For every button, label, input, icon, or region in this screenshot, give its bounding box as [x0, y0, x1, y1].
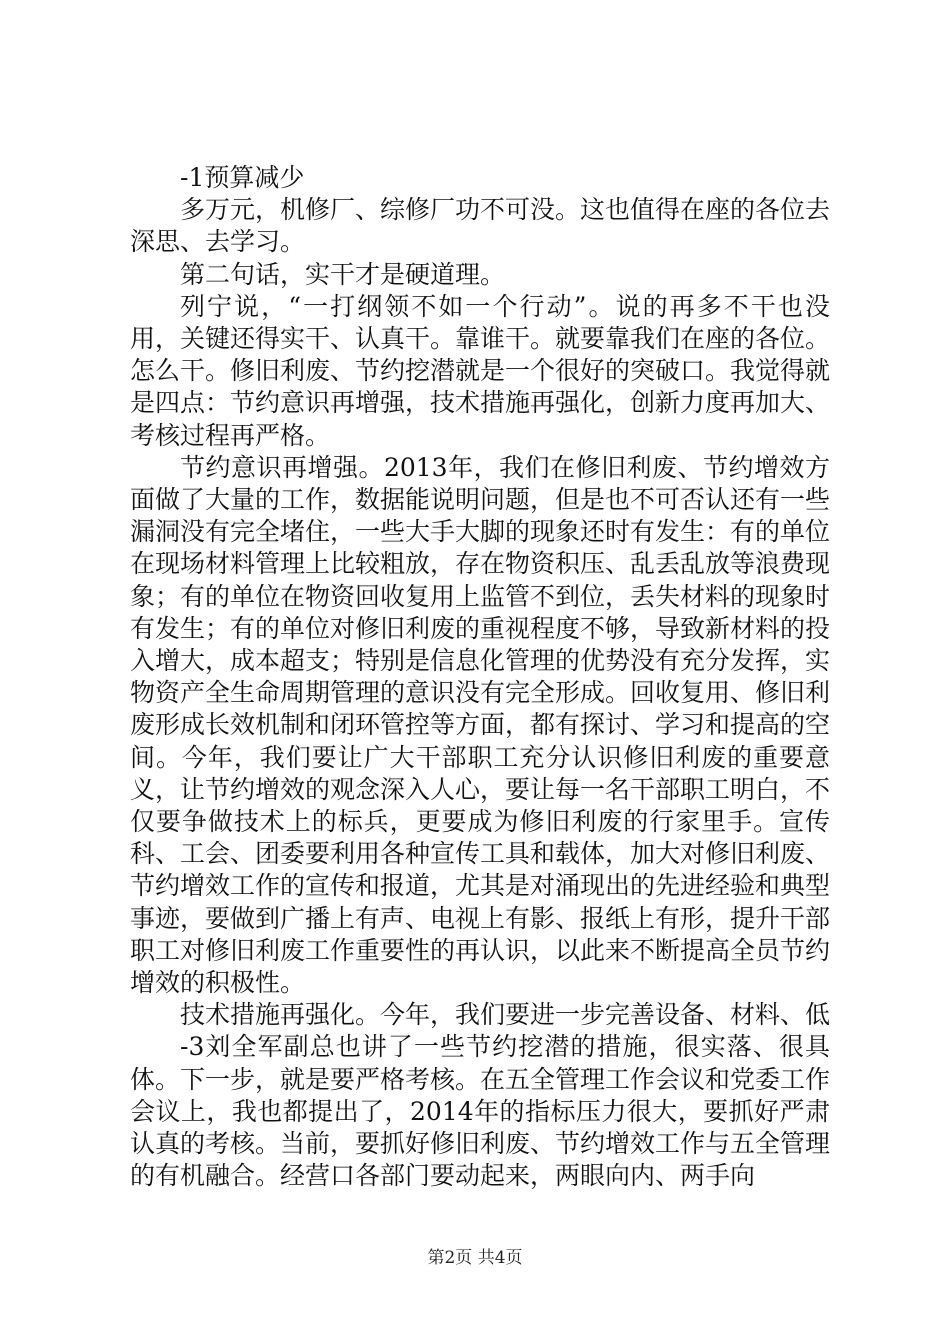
paragraph-budget-heading: -1预算减少	[180, 163, 305, 192]
paragraph-assessment: -3刘全军副总也讲了一些节约挖潜的措施，很实落、很具体。下一步，就是要严格考核。在五全管理工作会议和党委工作会议上，我也都提出了，2014年的指标压力很大，要抓好严肃认真的考核。当前，要抓好修旧利废、节约增效工作与五全管理的有机融合。经营口各部门要动起来，两眼向内、两手向	[130, 1032, 831, 1191]
paragraph-savings: 多万元，机修厂、综修厂功不可没。这也值得在座的各位去深思、去学习。	[130, 195, 831, 257]
paragraph-saving-awareness: 节约意识再增强。2013年，我们在修旧利废、节约增效方面做了大量的工作，数据能说明问题，但是也不可否认还有一些漏洞没有完全堵住，一些大手大脚的现象还时有发生：有的单位在现场材料管理上比较粗放，存在物资积压、乱丢乱放等浪费现象；有的单位在物资回收复用上监管不到位，丢失材料的现象时有发生；有的单位对修旧利废的重视程度不够，导致新材料的投入增大，成本超支；特别是信息化管理的优势没有充分发挥，实物资产全生命周期管理的意识没有完全形成。回收复用、修旧利废形成长效机制和闭环管控等方面，都有探讨、学习和提高的空间。今年，我们要让广大干部职工充分认识修旧利废的重要意义，让节约增效的观念深入人心，要让每一名干部职工明白，不仅要争做技术上的标兵，更要成为修旧利废的行家里手。宣传科、工会、团委要利用各种宣传工具和载体，加大对修旧利废、节约增效工作的宣传和报道，尤其是对涌现出的先进经验和典型事迹，要做到广播上有声、电视上有影、报纸上有形，提升干部职工对修旧利废工作重要性的再认识，以此来不断提高全员节约增效的积极性。	[130, 452, 831, 998]
paragraph-lenin-quote: 列宁说，“一打纲领不如一个行动”。说的再多不干也没用，关键还得实干、认真干。靠谁干。就要靠我们在座的各位。怎么干。修旧利废、节约挖潜就是一个很好的突破口。我觉得就是四点：节约意识再增强，技术措施再强化，创新力度再加大、考核过程再严格。	[130, 291, 831, 450]
page-number-footer: 第2页 共4页	[427, 1248, 523, 1268]
document-body	[130, 162, 830, 1193]
paragraph-second-point: 第二句话，实干才是硬道理。	[180, 259, 506, 289]
paragraph-technical-measures: 技术措施再强化。今年，我们要进一步完善设备、材料、低	[180, 1000, 831, 1030]
